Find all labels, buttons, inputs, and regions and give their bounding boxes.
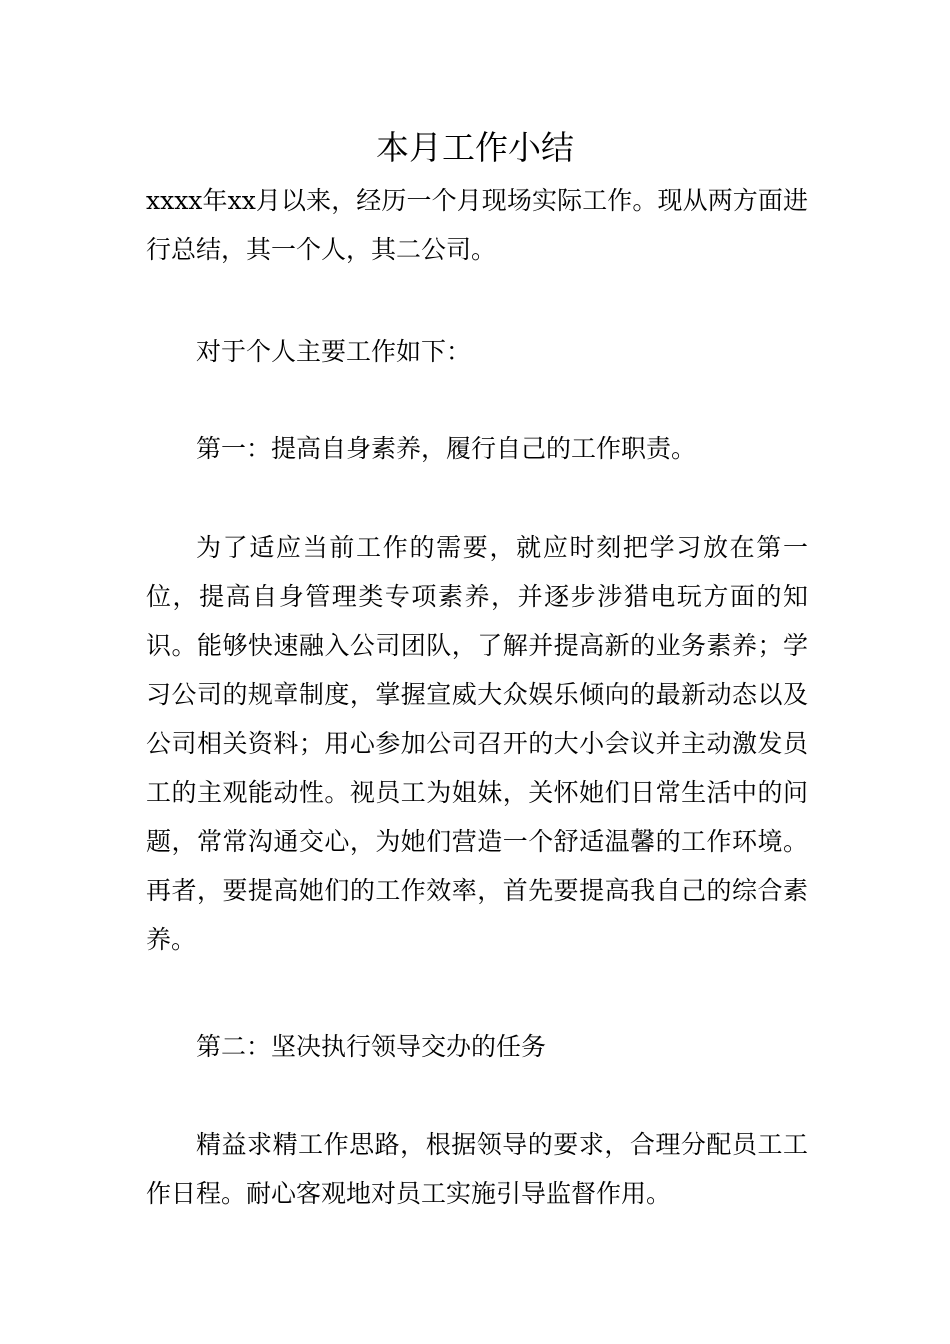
intro-paragraph: xxxx年xx月以来，经历一个月现场实际工作。现从两方面进行总结，其一个人，其二公司。 [146, 186, 808, 264]
personal-work-heading: 对于个人主要工作如下： [196, 337, 472, 366]
document-title: 本月工作小结 [376, 128, 574, 167]
section-two-heading: 第二：坚决执行领导交办的任务 [196, 1032, 547, 1061]
section-two-paragraph: 精益求精工作思路，根据领导的要求，合理分配员工工作日程。耐心客观地对员工实施引导监督作用。 [146, 1130, 808, 1208]
section-one-paragraph: 为了适应当前工作的需要，就应时刻把学习放在第一位，提高自身管理类专项素养，并逐步涉猎电玩方面的知识。能够快速融入公司团队，了解并提高新的业务素养；学习公司的规章制度，掌握宣威大众娱乐倾向的最新动态以及公司相关资料；用心参加公司召开的大小会议并主动激发员工的主观能动性。视员工为姐妹，关怀她们日常生活中的问题，常常沟通交心，为她们营造一个舒适温馨的工作环境。再者，要提高她们的工作效率，首先要提高我自己的综合素养。 [146, 533, 808, 954]
section-one-heading: 第一：提高自身素养，履行自己的工作职责。 [196, 434, 697, 463]
